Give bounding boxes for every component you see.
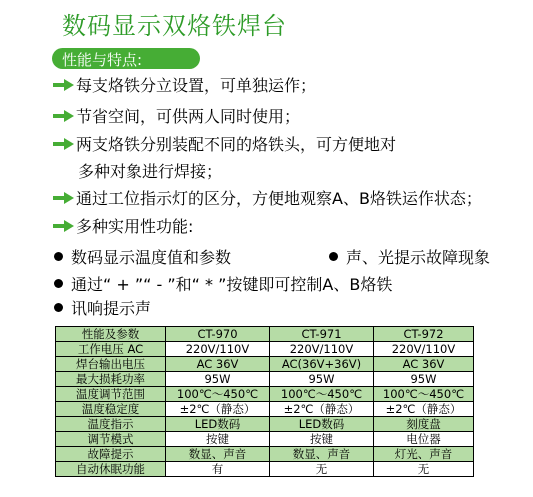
table-cell: 数显、声音: [166, 447, 270, 462]
arrow-right-icon: [52, 109, 76, 123]
arrow-right-icon: [52, 191, 76, 205]
table-cell: ±2℃（静态）: [166, 402, 270, 417]
bullet-text: 声、光提示故障现象: [346, 248, 491, 267]
table-cell: ±2℃（静态）: [270, 402, 374, 417]
arrow-right-icon: [52, 137, 76, 151]
arrow-right-icon: [52, 219, 76, 233]
table-cell: LED数码: [270, 417, 374, 432]
table-header-cell: CT-972: [374, 327, 474, 342]
feature-text: 节省空间，可供两人同时使用；: [76, 107, 301, 126]
table-row: [56, 417, 474, 432]
table-cell: 按键: [270, 432, 374, 447]
table-row-label: 温度稳定度: [56, 402, 166, 417]
table-cell: 220V/110V: [166, 342, 270, 357]
table-row: [56, 342, 474, 357]
table-cell: 100℃～450℃: [270, 387, 374, 402]
table-row-label: 温度指示: [56, 417, 166, 432]
bullet-dot-icon: [329, 252, 338, 261]
table-cell: AC 36V: [374, 357, 474, 372]
feature-item: [52, 217, 193, 237]
feature-text: 两支烙铁分别装配不同的烙铁头，可方便地对: [76, 135, 397, 154]
feature-text: 通过工位指示灯的区分，方便地观察A、B烙铁运作状态；: [76, 189, 482, 208]
table-cell: 灯光、声音: [374, 447, 474, 462]
table-cell: AC 36V: [166, 357, 270, 372]
table-row: [56, 402, 474, 417]
arrow-right-icon: [52, 78, 76, 92]
feature-item: [52, 107, 300, 127]
page-title: 数码显示双烙铁焊台: [62, 12, 287, 40]
feature-item: [52, 76, 316, 96]
bullet-dot-icon: [54, 279, 63, 288]
table-row-label: 调节模式: [56, 432, 166, 447]
bullet-item: [54, 299, 151, 319]
table-cell: 95W: [374, 372, 474, 387]
table-row-label: 焊台输出电压: [56, 357, 166, 372]
table-cell: 220V/110V: [270, 342, 374, 357]
table-header-cell: 性能及参数: [56, 327, 166, 342]
table-cell: 220V/110V: [374, 342, 474, 357]
table-row: [56, 432, 474, 447]
table-cell: 100℃～450℃: [374, 387, 474, 402]
features-heading: 性能与特点:: [62, 51, 143, 69]
table-cell: 无: [374, 462, 474, 477]
table-cell: ±2℃（静态）: [374, 402, 474, 417]
table-cell: 电位器: [374, 432, 474, 447]
table-cell: 无: [270, 462, 374, 477]
bullet-dot-icon: [54, 252, 63, 261]
table-cell: 有: [166, 462, 270, 477]
bullet-item: [329, 248, 490, 268]
table-row-label: 温度调节范围: [56, 387, 166, 402]
table-row: [56, 447, 474, 462]
table-header-cell: CT-970: [166, 327, 270, 342]
table-header-row: [56, 327, 474, 342]
bullet-text: 通过“ + ”“ - ”和“ * ”按键即可控制A、B烙铁: [71, 275, 393, 294]
table-cell: 95W: [166, 372, 270, 387]
bullet-text: 讯响提示声: [71, 299, 152, 318]
table-cell: 刻度盘: [374, 417, 474, 432]
bullet-dot-icon: [54, 303, 63, 312]
bullet-item: [54, 248, 231, 268]
table-cell: 数显、声音: [270, 447, 374, 462]
feature-continuation: 多种对象进行焊接；: [78, 162, 223, 181]
table-cell: 100℃～450℃: [166, 387, 270, 402]
table-row-label: 工作电压 AC: [56, 342, 166, 357]
features-heading-badge: [52, 48, 200, 69]
table-row-label: 自动休眠功能: [56, 462, 166, 477]
table-row-label: 最大损耗功率: [56, 372, 166, 387]
feature-text: 每支烙铁分立设置，可单独运作；: [76, 76, 317, 95]
table-cell: LED数码: [166, 417, 270, 432]
table-row: [56, 462, 474, 477]
table-row: [56, 387, 474, 402]
table-header-cell: CT-971: [270, 327, 374, 342]
table-cell: 按键: [166, 432, 270, 447]
table-cell: 95W: [270, 372, 374, 387]
bullet-item: [54, 275, 392, 295]
table-row-label: 故障提示: [56, 447, 166, 462]
feature-item: [52, 135, 396, 155]
feature-item: [52, 189, 482, 209]
bullet-text: 数码显示温度值和参数: [71, 248, 232, 267]
spec-table: [55, 326, 474, 477]
table-row: [56, 357, 474, 372]
table-row: [56, 372, 474, 387]
table-cell: AC(36V+36V): [270, 357, 374, 372]
feature-text: 多种实用性功能:: [76, 217, 194, 236]
